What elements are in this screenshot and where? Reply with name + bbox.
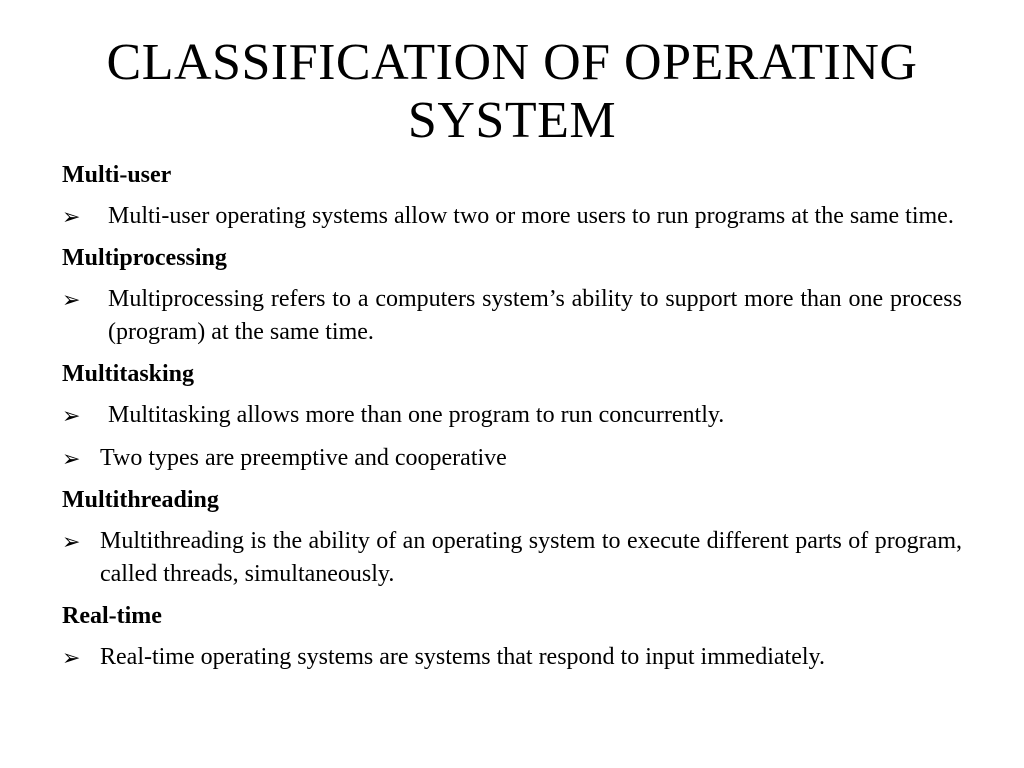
bullet-text: Multiprocessing refers to a computers system’s ability to support more than one process (program) at the same time. [108, 286, 962, 345]
bullet-text: Multi-user operating systems allow two or more users to run programs at the same time. [108, 203, 954, 229]
bullet-multiprocessing [62, 283, 962, 349]
slide-content [62, 160, 962, 684]
bullet-text: Real-time operating systems are systems that respond to input immediately. [100, 644, 825, 670]
bullet-text: Multitasking allows more than one program to run concurrently. [108, 402, 725, 428]
arrow-bullet-icon: ➢ [62, 646, 81, 671]
arrow-bullet-icon: ➢ [62, 404, 81, 429]
bullet-multithreading [62, 525, 962, 591]
bullet-multitasking-2 [62, 442, 962, 475]
bullet-real-time [62, 641, 962, 674]
arrow-bullet-icon: ➢ [62, 447, 81, 472]
heading-multithreading: Multithreading [62, 487, 219, 513]
arrow-bullet-icon: ➢ [62, 288, 81, 313]
heading-multiprocessing: Multiprocessing [62, 245, 227, 271]
heading-multi-user: Multi-user [62, 162, 172, 188]
bullet-text: Multithreading is the ability of an operating system to execute different parts of program, called threads, simultaneously. [100, 528, 962, 587]
bullet-text: Two types are preemptive and cooperative [100, 445, 507, 471]
title-line-2: SYSTEM [407, 92, 617, 149]
slide-title [0, 34, 1024, 150]
title-line-1: CLASSIFICATION OF OPERATING [106, 34, 918, 91]
heading-multitasking: Multitasking [62, 361, 195, 387]
bullet-multi-user [62, 200, 962, 233]
heading-real-time: Real-time [62, 603, 162, 629]
arrow-bullet-icon: ➢ [62, 205, 81, 230]
arrow-bullet-icon: ➢ [62, 530, 81, 555]
bullet-multitasking-1 [62, 399, 962, 432]
